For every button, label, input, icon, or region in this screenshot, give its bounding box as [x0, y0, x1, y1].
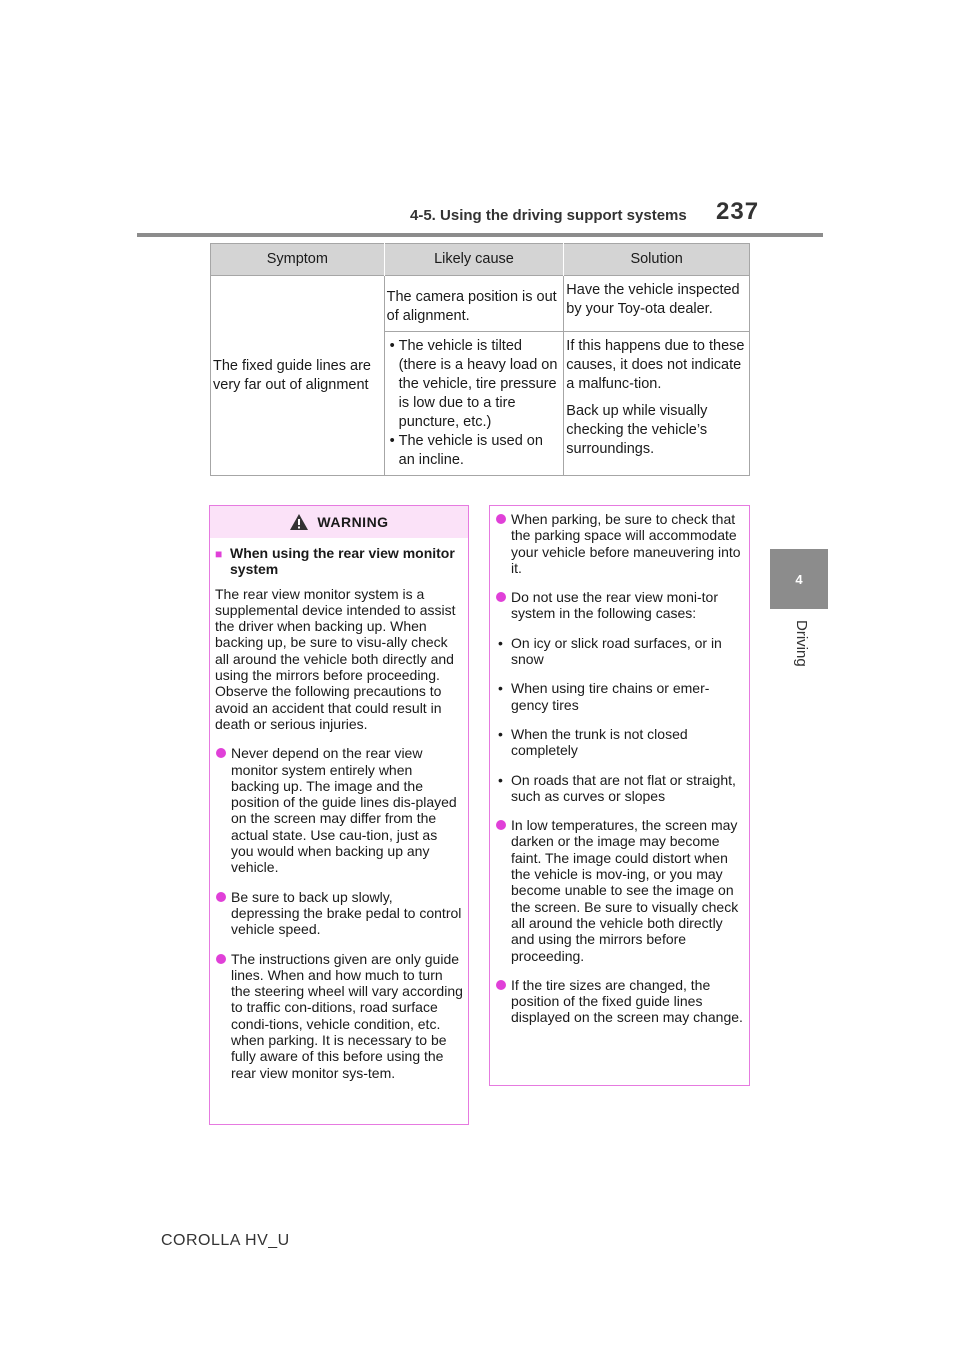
- solution-text: Back up while visually checking the vehicle’s surroundings.: [566, 403, 708, 457]
- circle-bullet-icon: [216, 954, 226, 964]
- warning-box: [209, 505, 469, 1125]
- warning-triangle-icon: [289, 513, 309, 531]
- footer-model: COROLLA HV_U: [161, 1232, 290, 1249]
- warning-body: [210, 545, 468, 1081]
- circle-bullet-icon: [496, 592, 506, 602]
- page-number: 237: [716, 198, 760, 225]
- list-item: When parking, be sure to check that the parking space will accommodate your vehicle before maneuvering into it.: [495, 511, 744, 576]
- chapter-tab: 4: [770, 549, 828, 609]
- list-item: • The vehicle is used on an incline.: [387, 432, 562, 470]
- solution-cell: Have the vehicle inspected by your Toy-ota dealer.: [564, 276, 750, 332]
- square-bullet-icon: ■: [215, 547, 223, 561]
- circle-bullet-icon: [496, 820, 506, 830]
- list-item: Never depend on the rear view monitor system entirely when backing up. The image and the position of the guide lines dis-played on the screen may differ from the actual state. Use cau-tion, just as you would when backing up any vehicle.: [215, 745, 463, 875]
- table-row: [211, 276, 750, 332]
- warning-header: [210, 506, 468, 538]
- troubleshooting-table: [210, 243, 750, 476]
- warning-intro: The rear view monitor system is a supplemental device intended to assist the driver when backing up. When backing up, be sure to visu-ally check all around the vehicle both directly and using the mirrors before proceeding. Observe the following precautions to avoid an accident that could result in death or serious injuries.: [215, 585, 456, 732]
- cause-list: [387, 337, 562, 470]
- circle-bullet-icon: [496, 980, 506, 990]
- header-divider: [137, 233, 823, 237]
- table-header-row: [211, 244, 750, 276]
- list-item: If the tire sizes are changed, the position of the fixed guide lines displayed on the screen may change.: [495, 977, 744, 1026]
- list-item: In low temperatures, the screen may darken or the image may become faint. The image could distort when the vehicle is mov-ing, or you may become unable to see the image on the screen. Be sure to visually check all around the vehicle both directly and using the mirrors before proceeding.: [495, 817, 744, 964]
- list-item: Do not use the rear view moni-tor system in the following cases:: [495, 589, 744, 622]
- warning-body: [490, 506, 749, 1026]
- circle-bullet-icon: [216, 892, 226, 902]
- column-header-cause: Likely cause: [384, 244, 564, 276]
- cause-cell: The camera position is out of alignment.: [384, 276, 564, 332]
- list-item: • The vehicle is tilted (there is a heavy load on the vehicle, tire pressure is low due to a tire puncture, etc.): [387, 337, 562, 432]
- solution-cell: [564, 332, 750, 476]
- chapter-label: Driving: [793, 620, 810, 667]
- cause-cell: [384, 332, 564, 476]
- circle-bullet-icon: [216, 748, 226, 758]
- warning-box-continued: [489, 505, 750, 1086]
- section-title: 4-5. Using the driving support systems: [410, 207, 687, 224]
- sub-list-item: • When the trunk is not closed completely: [498, 725, 688, 759]
- sub-list-item: • When using tire chains or emer-gency tires: [498, 680, 710, 713]
- warning-section-heading: ■ When using the rear view monitor system: [215, 545, 455, 578]
- list-item: The instructions given are only guide lines. When and how much to turn the steering wheel will vary according to traffic con-ditions, road surface condi-tions, vehicle condition, etc. when parking. It is necessary to be fully aware of this before using the rear view monitor sys-tem.: [215, 951, 463, 1081]
- warning-title: WARNING: [317, 513, 389, 530]
- sub-list-item: • On icy or slick road surfaces, or in snow: [498, 634, 722, 668]
- column-header-symptom: Symptom: [211, 244, 385, 276]
- circle-bullet-icon: [496, 514, 506, 524]
- solution-text: If this happens due to these causes, it does not indicate a malfunc-tion.: [566, 338, 745, 392]
- list-item: Be sure to back up slowly, depressing the brake pedal to control vehicle speed.: [215, 889, 463, 938]
- column-header-solution: Solution: [564, 244, 750, 276]
- sub-list-item: • On roads that are not flat or straight, such as curves or slopes: [498, 771, 736, 804]
- symptom-cell: The fixed guide lines are very far out of alignment: [211, 276, 385, 476]
